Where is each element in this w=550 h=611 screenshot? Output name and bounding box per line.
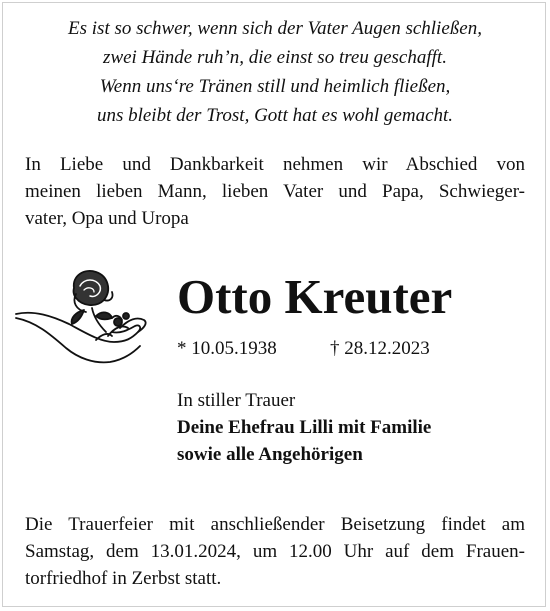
poem-line: Es ist so schwer, wenn sich der Vater Augen schließen,	[68, 18, 482, 39]
poem-line: Wenn uns‘re Tränen still und heimlich fließen,	[99, 76, 451, 97]
poem-line: zwei Hände ruh’n, die einst so treu geschafft.	[103, 47, 447, 68]
mourners-block	[177, 387, 537, 468]
mourner-family: Deine Ehefrau Lilli mit Familie	[177, 417, 432, 438]
funeral-line: Die Trauerfeier mit anschließender Beisetzung findet am	[25, 514, 525, 535]
funeral-line: Samstag, dem 13.01.2024, um 12.00 Uhr auf dem Frauen-	[25, 541, 525, 562]
intro-line: meinen lieben Mann, lieben Vater und Papa, Schwieger-	[25, 181, 525, 202]
deceased-name: Otto Kreuter	[177, 269, 453, 324]
funeral-info	[25, 511, 525, 592]
life-dates	[177, 335, 537, 363]
poem-line: uns bleibt der Trost, Gott hat es wohl gemacht.	[96, 105, 454, 126]
intro-line: vater, Opa und Uropa	[25, 208, 189, 229]
mourner-relatives: sowie alle Angehörigen	[177, 444, 363, 465]
intro-line: In Liebe und Dankbarkeit nehmen wir Abschied von	[25, 154, 525, 175]
mourning-intro: In stiller Trauer	[177, 390, 296, 411]
funeral-line: torfriedhof in Zerbst statt.	[25, 568, 222, 589]
death-date: † 28.12.2023	[330, 338, 430, 359]
poem	[0, 14, 550, 130]
birth-date: * 10.05.1938	[177, 338, 277, 359]
rose-in-hand-icon	[14, 262, 164, 372]
intro-text	[25, 151, 525, 232]
